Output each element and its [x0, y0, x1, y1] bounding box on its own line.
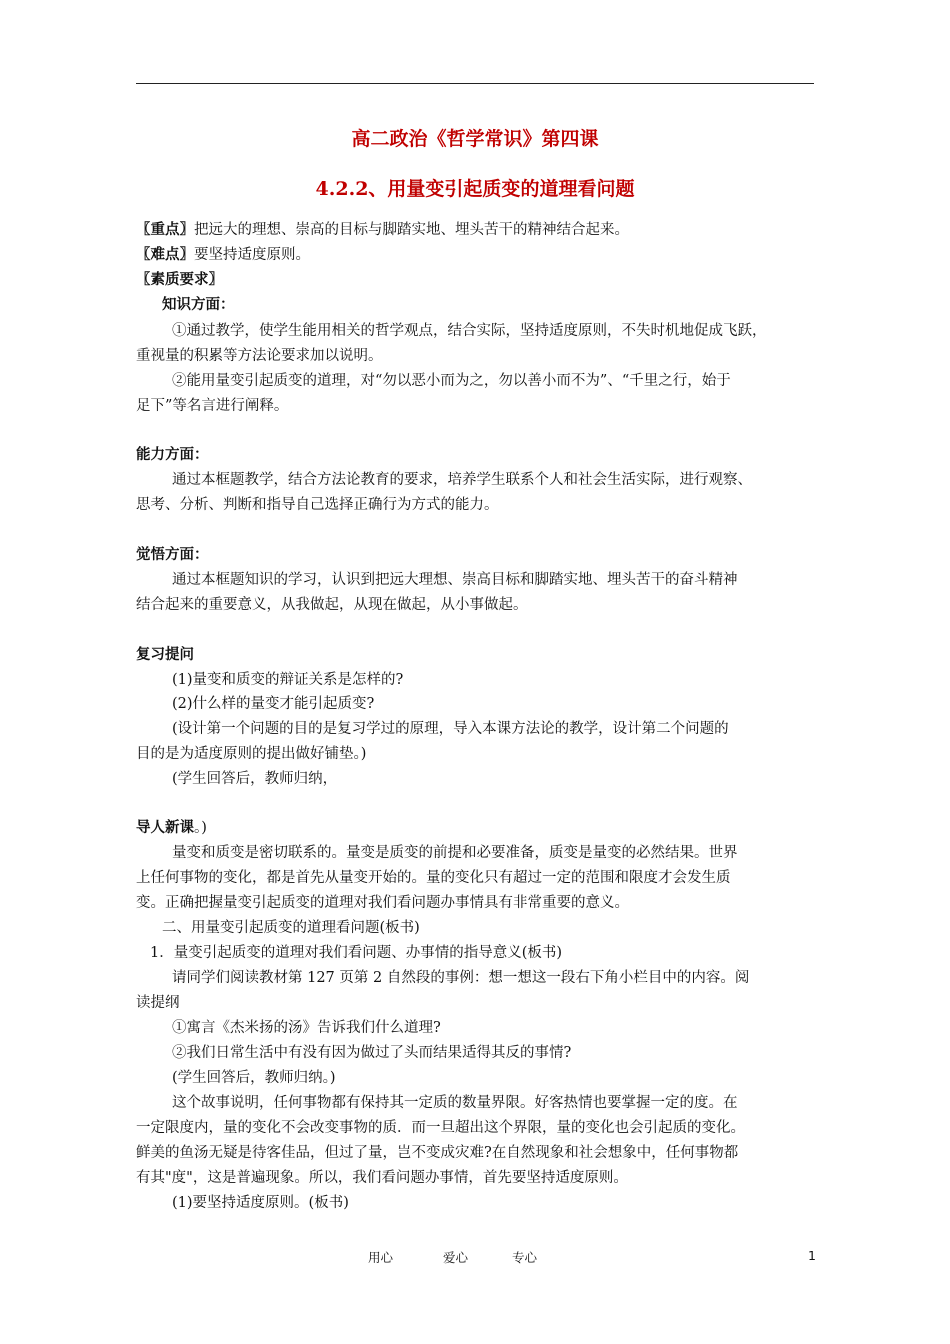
paragraph-line: 有其"度"，这是普遍现象。所以，我们看问题办事情，首先要坚持适度原则。	[136, 1170, 628, 1186]
intro-line	[136, 818, 816, 838]
difficulty-label: 〖难点〗	[136, 246, 194, 263]
footer-text: 爱心	[443, 1250, 469, 1265]
paragraph-line: 请同学们阅读教材第 127 页第 2 自然段的事例：想一想这一段右下角小栏目中的内容。阅	[172, 970, 750, 986]
paragraph-line: (学生回答后，教师归纳，	[172, 771, 338, 787]
paragraph-line: 读提纲	[136, 995, 180, 1011]
key-point-line	[136, 220, 816, 240]
difficulty-line	[136, 245, 816, 265]
footer-text: 专心	[512, 1250, 538, 1265]
footer-text: 用心	[368, 1250, 394, 1265]
difficulty-text: 要坚持适度原则。	[194, 247, 310, 263]
review-question: (1)量变和质变的辩证关系是怎样的?	[172, 672, 404, 688]
quality-label: 〖素质要求〗	[136, 271, 223, 288]
paragraph-line: 思考、分析、判断和指导自己选择正确行为方式的能力。	[136, 497, 499, 513]
paragraph-line: 重视量的积累等方法论要求加以说明。	[136, 348, 383, 364]
key-point-text: 把远大的理想、崇高的目标与脚踏实地、埋头苦干的精神结合起来。	[194, 222, 629, 238]
paragraph-line: 通过本框题教学，结合方法论教育的要求，培养学生联系个人和社会生活实际，进行观察、	[172, 472, 752, 488]
reading-question: ②我们日常生活中有没有因为做过了头而结果适得其反的事情?	[172, 1045, 572, 1061]
subsection-heading: 1．量变引起质变的道理对我们看问题、办事情的指导意义(板书)	[150, 945, 563, 961]
reading-question: ①寓言《杰米扬的汤》告诉我们什么道理?	[172, 1020, 441, 1036]
intro-heading: 导人新课	[136, 819, 194, 836]
paragraph-line: 鲜美的鱼汤无疑是待客佳品，但过了量，岂不变成灾难?在自然现象和社会想象中，任何事物都	[136, 1145, 739, 1161]
paragraph-line: 量变和质变是密切联系的。量变是质变的前提和必要准备，质变是量变的必然结果。世界	[172, 845, 738, 861]
paragraph-line: 这个故事说明，任何事物都有保持其一定质的数量界限。好客热情也要掌握一定的度。在	[172, 1095, 738, 1111]
paragraph-line: ①通过教学，使学生能用相关的哲学观点，结合实际，坚持适度原则，不失时机地促成飞跃，	[172, 323, 767, 339]
paragraph-line: 通过本框题知识的学习，认识到把远大理想、崇高目标和脚踏实地、埋头苦干的奋斗精神	[172, 572, 738, 588]
paragraph-line: 足下”等名言进行阐释。	[136, 398, 289, 414]
intro-heading-tail: 。)	[194, 820, 207, 836]
paragraph-line: 一定限度内，量的变化不会改变事物的质．而一旦超出这个界限，量的变化也会引起质的变化。	[136, 1120, 745, 1136]
lesson-subtitle: 4.2.2、用量变引起质变的道理看问题	[315, 178, 635, 200]
paragraph-line: (学生回答后，教师归纳。)	[172, 1070, 336, 1086]
knowledge-heading: 知识方面：	[162, 296, 235, 313]
ability-heading: 能力方面：	[136, 446, 209, 463]
paragraph-line: ②能用量变引起质变的道理，对“勿以恶小而为之，勿以善小而不为”、“千里之行，始于	[172, 373, 731, 389]
section-heading: 二、用量变引起质变的道理看问题(板书)	[162, 920, 420, 936]
paragraph-line: 目的是为适度原则的提出做好铺垫。)	[136, 746, 367, 762]
awareness-heading: 觉悟方面：	[136, 546, 209, 563]
page-number: 1	[808, 1248, 816, 1263]
document-title: 高二政治《哲学常识》第四课	[351, 128, 599, 150]
paragraph-line: (设计第一个问题的目的是复习学过的原理，导入本课方法论的教学，设计第二个问题的	[172, 721, 729, 737]
key-point-label: 〖重点〗	[136, 221, 194, 238]
paragraph-line: 结合起来的重要意义，从我做起，从现在做起，从小事做起。	[136, 597, 528, 613]
header-rule	[136, 83, 814, 84]
review-heading: 复习提问	[136, 646, 194, 663]
review-question: (2)什么样的量变才能引起质变?	[172, 696, 375, 712]
paragraph-line: 变。正确把握量变引起质变的道理对我们看问题办事情具有非常重要的意义。	[136, 895, 629, 911]
paragraph-line: 上任何事物的变化，都是首先从量变开始的。量的变化只有超过一定的范围和限度才会发生质	[136, 870, 731, 886]
board-item: (1)要坚持适度原则。(板书)	[172, 1195, 349, 1211]
